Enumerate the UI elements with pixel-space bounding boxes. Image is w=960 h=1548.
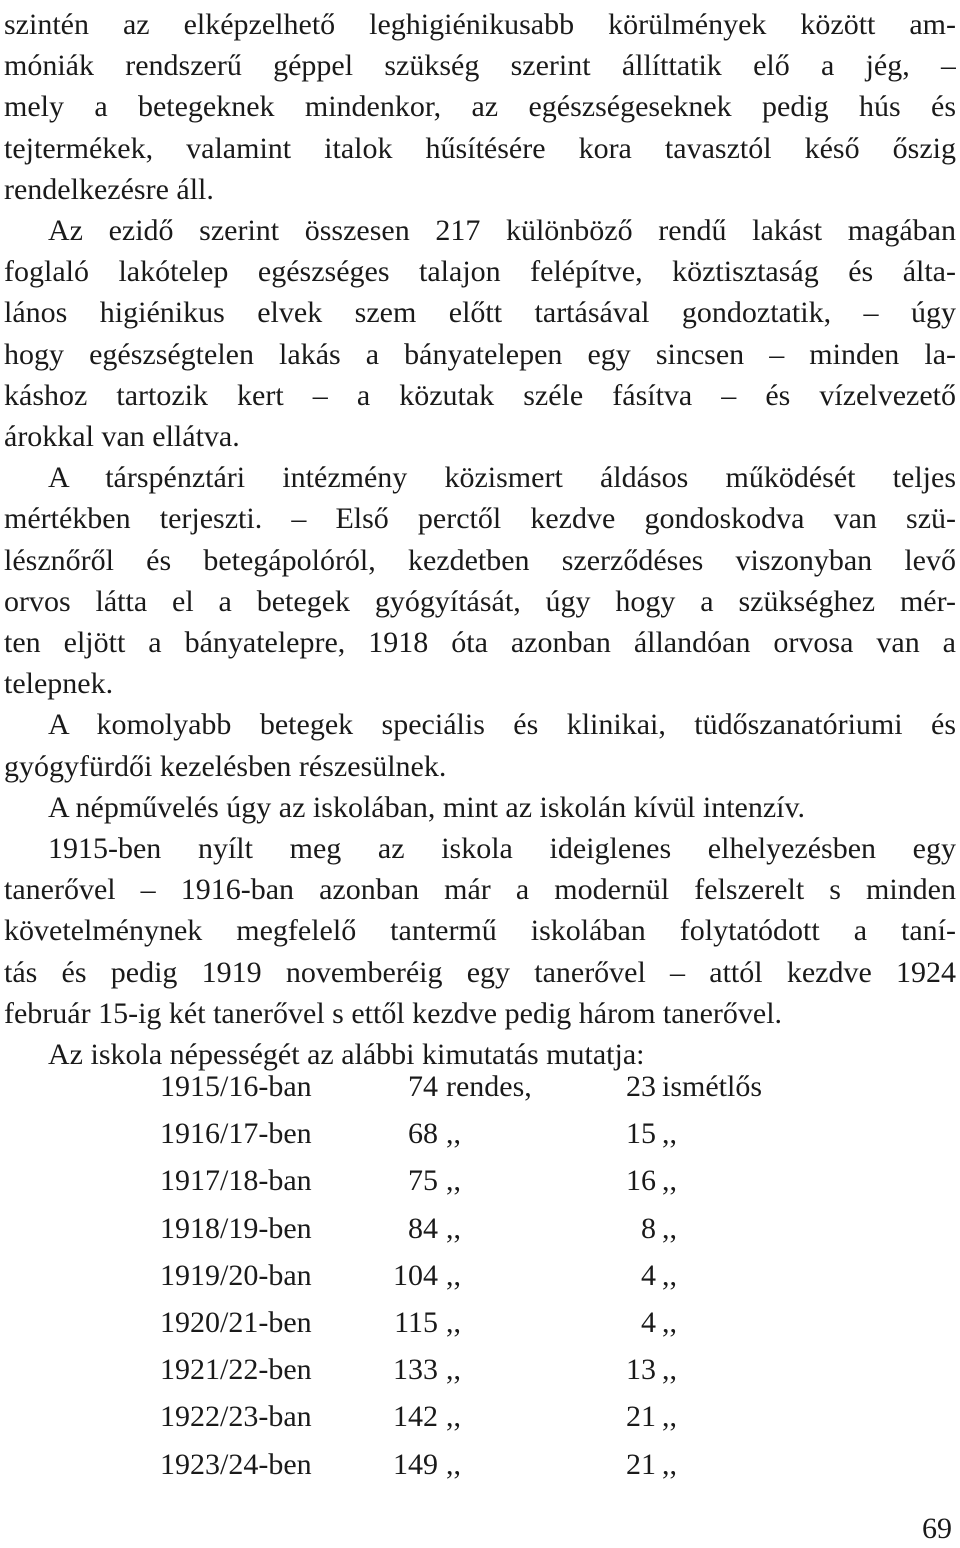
regular-label-cell: ,,: [446, 1164, 461, 1198]
text-line: hogy egészségtelen lakás a bányatelepen egy sincsen – minden la-: [4, 337, 956, 371]
text-line: A társpénztári intézmény közismert áldásos működését teljes: [48, 461, 956, 495]
text-line: telepnek.: [4, 667, 114, 701]
text-line: 1915-ben nyílt meg az iskola ideiglenes elhelyezésben egy: [48, 832, 956, 865]
regular-count-cell: 142: [393, 1400, 438, 1434]
table-row: [4, 1349, 956, 1390]
text-line: orvos látta el a betegek gyógyítását, úgy hogy a szükséghez mér-: [4, 584, 956, 618]
regular-count-cell: 84: [408, 1211, 438, 1245]
text-line: követelménynek megfelelő tantermű iskolában folytatódott a taní-: [4, 914, 956, 948]
regular-count-cell: 104: [393, 1258, 438, 1292]
regular-count-cell: 149: [393, 1447, 438, 1481]
text-line: A népművelés úgy az iskolában, mint az iskolán kívül intenzív.: [48, 790, 806, 824]
table-row: [4, 1066, 956, 1107]
table-row: [4, 1208, 956, 1249]
repeat-label-cell: ,,: [662, 1258, 677, 1292]
regular-label-cell: ,,: [446, 1258, 461, 1292]
repeat-label-cell: ,,: [662, 1211, 677, 1245]
table-row: [4, 1444, 956, 1485]
repeat-count-cell: 23: [626, 1070, 656, 1103]
regular-label-cell: rendes,: [446, 1070, 532, 1103]
regular-label-cell: ,,: [446, 1400, 461, 1434]
table-row: [4, 1396, 956, 1437]
text-line: foglaló lakótelep egészséges talajon felépítve, köztisztaság és álta-: [4, 255, 956, 289]
regular-count-cell: 115: [394, 1306, 438, 1339]
text-line: árokkal van ellátva.: [4, 420, 240, 453]
table-row: [4, 1160, 956, 1201]
text-line: lános higiénikus elvek szem előtt tartásával gondoztatik, – úgy: [4, 296, 956, 330]
repeat-label-cell: ismétlős: [662, 1070, 763, 1103]
repeat-label-cell: ,,: [662, 1306, 677, 1339]
text-line: lésznőről és betegápolóról, kezdetben szerződéses viszonyban levő: [4, 543, 956, 577]
text-line: február 15-ig két tanerővel s ettől kezdve pedig három tanerővel.: [4, 996, 783, 1030]
repeat-label-cell: ,,: [662, 1117, 677, 1151]
repeat-count-cell: 21: [626, 1447, 656, 1481]
regular-label-cell: ,,: [446, 1447, 461, 1481]
year-cell: 1917/18-ban: [160, 1164, 312, 1198]
repeat-count-cell: 13: [626, 1353, 656, 1387]
year-cell: 1918/19-ben: [160, 1211, 312, 1245]
text-line: A komolyabb betegek speciális és klinikai, tüdőszanatóriumi és: [48, 708, 956, 742]
text-line: káshoz tartozik kert – a közutak széle fásítva – és vízelvezető: [4, 378, 956, 412]
text-line: gyógyfürdői kezelésben részesülnek.: [4, 749, 447, 783]
repeat-label-cell: ,,: [662, 1164, 677, 1198]
repeat-count-cell: 4: [641, 1306, 656, 1339]
text-line: mértékben terjeszti. – Első perctől kezdve gondoskodva van szü-: [4, 502, 956, 536]
text-line: móniák rendszerű géppel szükség szerint állíttatik elő a jég, –: [4, 49, 956, 83]
table-row: [4, 1255, 956, 1296]
regular-label-cell: ,,: [446, 1306, 461, 1339]
regular-count-cell: 133: [393, 1353, 438, 1387]
repeat-label-cell: ,,: [662, 1400, 677, 1434]
repeat-label-cell: ,,: [662, 1447, 677, 1481]
repeat-count-cell: 16: [626, 1164, 656, 1198]
table-row: [4, 1302, 956, 1343]
repeat-count-cell: 15: [626, 1117, 656, 1151]
regular-count-cell: 68: [408, 1117, 438, 1151]
text-line: rendelkezésre áll.: [4, 172, 214, 206]
text-line: tanerővel – 1916-ban azonban már a modernül felszerelt s minden: [4, 873, 956, 907]
year-cell: 1921/22-ben: [160, 1353, 312, 1387]
text-line: ten eljött a bányatelepre, 1918 óta azonban állandóan orvosa van a: [4, 626, 956, 659]
text-line: tejtermékek, valamint italok hűsítésére kora tavasztól késő őszig: [4, 131, 956, 165]
regular-label-cell: ,,: [446, 1211, 461, 1245]
text-line: Az iskola népességét az alábbi kimutatás mutatja:: [48, 1038, 645, 1071]
repeat-count-cell: 4: [641, 1258, 656, 1292]
page-number: 69: [922, 1512, 952, 1545]
regular-count-cell: 74: [408, 1070, 438, 1103]
regular-count-cell: 75: [408, 1164, 438, 1198]
text-line: szintén az elképzelhető leghigiénikusabb körülmények között am-: [4, 8, 956, 41]
document-page: [4, 0, 956, 1548]
year-cell: 1919/20-ban: [160, 1258, 312, 1292]
year-cell: 1916/17-ben: [160, 1117, 312, 1151]
table-row: [4, 1113, 956, 1154]
text-line: tás és pedig 1919 novemberéig egy tanerővel – attól kezdve 1924: [4, 955, 956, 989]
year-cell: 1915/16-ban: [160, 1070, 312, 1103]
year-cell: 1920/21-ben: [160, 1306, 312, 1339]
text-line: Az ezidő szerint összesen 217 különböző rendű lakást magában: [48, 214, 956, 247]
regular-label-cell: ,,: [446, 1117, 461, 1151]
year-cell: 1923/24-ben: [160, 1447, 312, 1481]
regular-label-cell: ,,: [446, 1353, 461, 1387]
year-cell: 1922/23-ban: [160, 1400, 312, 1434]
repeat-count-cell: 21: [626, 1400, 656, 1434]
text-line: mely a betegeknek mindenkor, az egészségeseknek pedig hús és: [4, 90, 956, 124]
repeat-label-cell: ,,: [662, 1353, 677, 1387]
repeat-count-cell: 8: [641, 1211, 656, 1245]
